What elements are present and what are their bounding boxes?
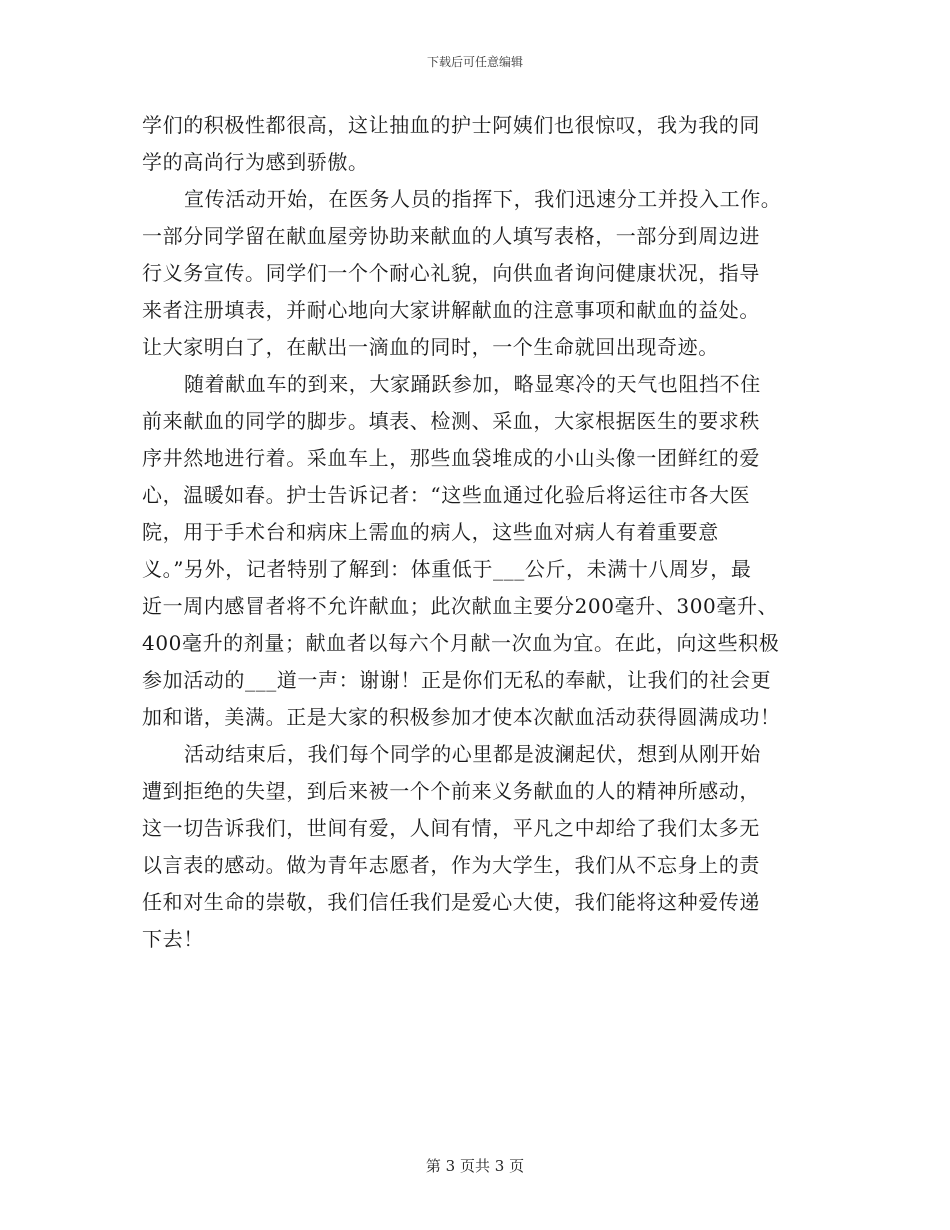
- text-line: 让大家明白了，在献出一滴血的同时，一个生命就回出现奇迹。: [142, 335, 719, 359]
- page-footer: 第 3 页共 3 页: [425, 1157, 525, 1175]
- text-line: 来者注册填表，并耐心地向大家讲解献血的注意事项和献血的益处。: [142, 298, 760, 322]
- text-line: 以言表的感动。做为青年志愿者，作为大学生，我们从不忘身上的责: [142, 853, 760, 877]
- document-body: [142, 107, 812, 958]
- text-line: 序井然地进行着。采血车上，那些血袋堆成的小山头像一团鲜红的爱: [142, 446, 760, 470]
- paragraph: [142, 181, 812, 366]
- text-line: 院，用于手术台和病床上需血的病人，这些血对病人有着重要意: [142, 520, 719, 544]
- text-line: 学们的积极性都很高，这让抽血的护士阿姨们也很惊叹，我为我的同: [142, 113, 760, 137]
- text-line: 加和谐，美满。正是大家的积极参加才使本次献血活动获得圆满成功！: [142, 705, 781, 729]
- text-line: 参加活动的___道一声：谢谢！正是你们无私的奉献，让我们的社会更: [142, 668, 772, 692]
- text-line: 任和对生命的崇敬，我们信任我们是爱心大使，我们能将这种爱传递: [142, 890, 760, 914]
- paragraph: [142, 107, 812, 181]
- page-header: 下载后可任意编辑: [426, 55, 523, 69]
- text-line: 一部分同学留在献血屋旁协助来献血的人填写表格，一部分到周边进: [142, 224, 760, 248]
- text-line: 这一切告诉我们，世间有爱，人间有情，平凡之中却给了我们太多无: [142, 816, 760, 840]
- text-line: 活动结束后，我们每个同学的心里都是波澜起伏，想到从刚开始: [184, 742, 761, 766]
- text-line: 下去！: [142, 927, 204, 951]
- text-line: 义。”另外，记者特别了解到：体重低于___公斤，未满十八周岁，最: [142, 557, 752, 581]
- text-line: 随着献血车的到来，大家踊跃参加，略显寒冷的天气也阻挡不住: [184, 372, 761, 396]
- paragraph: [142, 736, 812, 958]
- text-line: 400毫升的剂量；献血者以每六个月献一次血为宜。在此，向这些积极: [142, 631, 780, 655]
- text-line: 遭到拒绝的失望，到后来被一个个前来义务献血的人的精神所感动，: [142, 779, 760, 803]
- text-line: 近一周内感冒者将不允许献血；此次献血主要分200毫升、300毫升、: [142, 594, 779, 618]
- text-line: 学的高尚行为感到骄傲。: [142, 150, 369, 174]
- paragraph: [142, 366, 812, 736]
- text-line: 宣传活动开始，在医务人员的指挥下，我们迅速分工并投入工作。: [184, 187, 782, 211]
- text-line: 心，温暖如春。护士告诉记者：“这些血通过化验后将运往市各大医: [142, 483, 751, 507]
- text-line: 行义务宣传。同学们一个个耐心礼貌，向供血者询问健康状况，指导: [142, 261, 760, 285]
- text-line: 前来献血的同学的脚步。填表、检测、采血，大家根据医生的要求秩: [142, 409, 760, 433]
